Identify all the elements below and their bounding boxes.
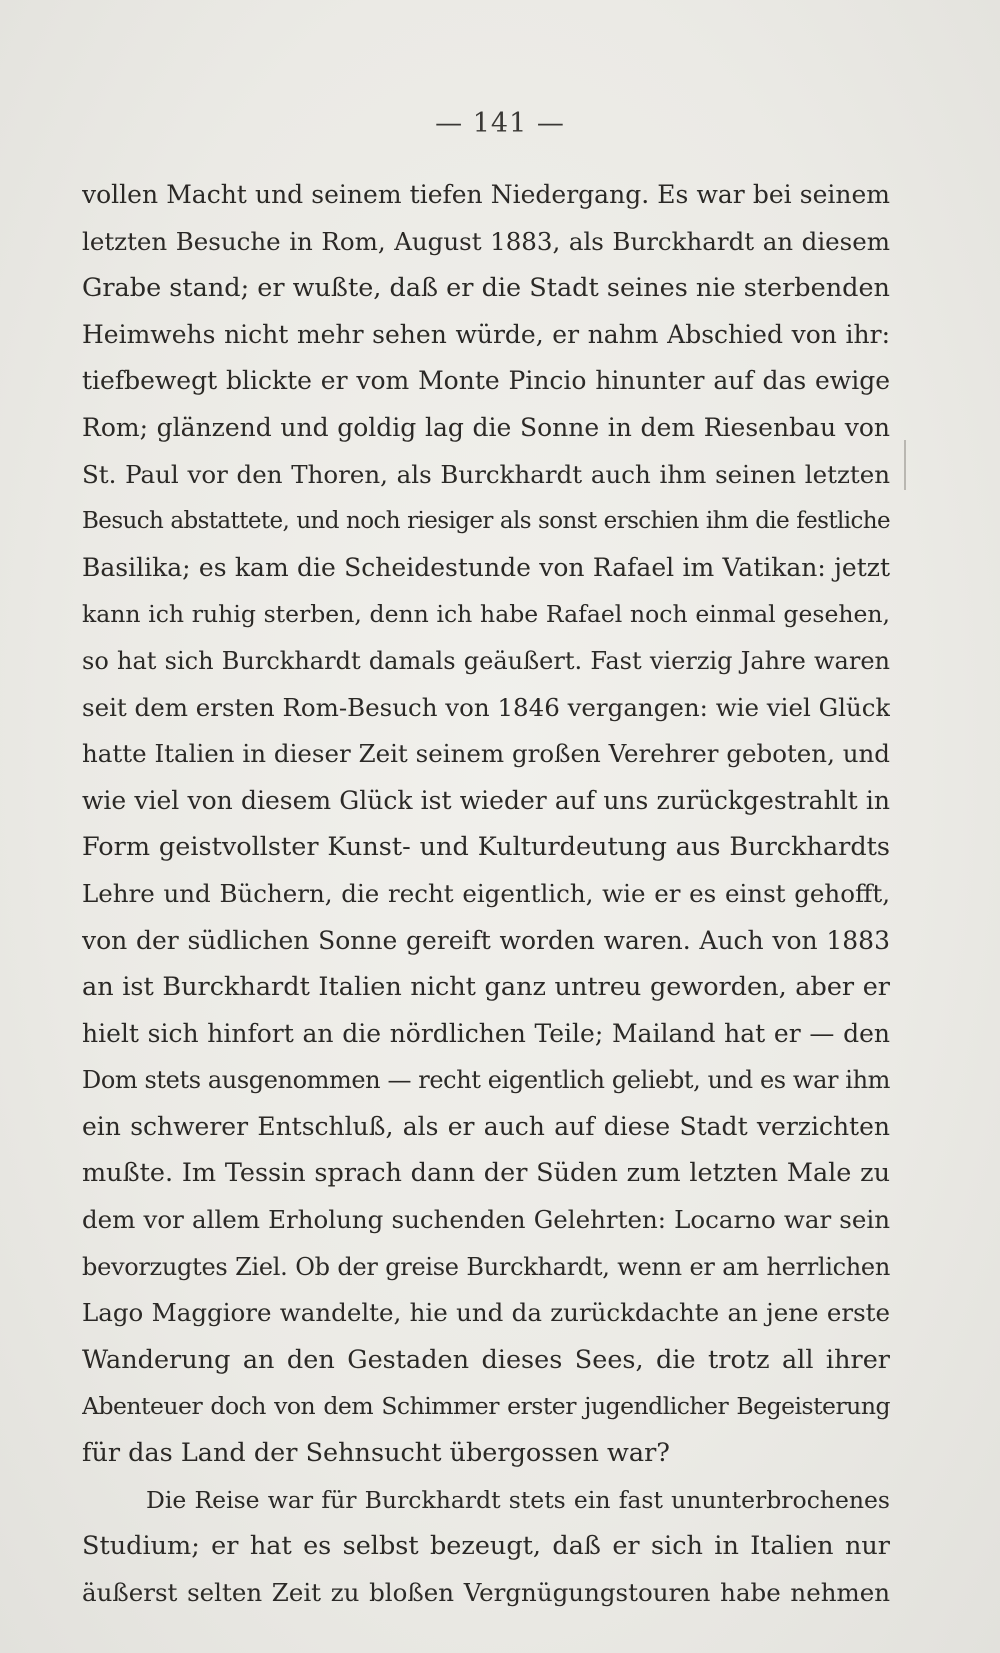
body-text <box>82 172 890 1616</box>
text-line: Studium; er hat es selbst bezeugt, daß er sich in Italien nur <box>82 1531 890 1562</box>
text-line: Besuch abstattete, und noch riesiger als sonst erschien ihm die festliche <box>82 508 890 535</box>
text-line: kann ich ruhig sterben, denn ich habe Rafael noch einmal gesehen, <box>82 600 890 629</box>
text-line: Die Reise war für Burckhardt stets ein fast ununterbrochenes <box>146 1485 890 1514</box>
text-line: hielt sich hinfort an die nördlichen Teile; Mailand hat er — den <box>82 1018 890 1048</box>
text-line: ein schwerer Entschluß, als er auch auf diese Stadt verzichten <box>82 1111 890 1141</box>
text-line: vollen Macht und seinem tiefen Niedergang. Es war bei seinem <box>82 180 890 209</box>
text-line: hatte Italien in dieser Zeit seinem großen Verehrer geboten, und <box>82 739 890 769</box>
text-line: tiefbewegt blickte er vom Monte Pincio hinunter auf das ewige <box>82 366 890 396</box>
text-line: Grabe stand; er wußte, daß er die Stadt seines nie sterbenden <box>82 273 890 304</box>
text-line: Heimwehs nicht mehr sehen würde, er nahm Abschied von ihr: <box>82 319 890 349</box>
text-line: Form geistvollster Kunst- und Kulturdeutung aus Burckhardts <box>82 832 890 863</box>
text-line: für das Land der Sehnsucht übergossen war? <box>82 1438 670 1469</box>
text-line: äußerst selten Zeit zu bloßen Vergnügungstouren habe nehmen <box>82 1577 890 1607</box>
text-line: dem vor allem Erholung suchenden Gelehrten: Locarno war sein <box>82 1205 890 1235</box>
text-line: wie viel von diesem Glück ist wieder auf uns zurückgestrahlt in <box>82 785 890 815</box>
text-line: mußte. Im Tessin sprach dann der Süden zum letzten Male zu <box>82 1158 890 1189</box>
text-line: Wanderung an den Gestaden dieses Sees, die trotz all ihrer <box>82 1344 890 1375</box>
text-line: letzten Besuche in Rom, August 1883, als Burckhardt an diesem <box>82 226 890 256</box>
text-line: seit dem ersten Rom-Besuch von 1846 vergangen: wie viel Glück <box>82 692 890 722</box>
text-line: Abenteuer doch von dem Schimmer erster jugendlicher Begeisterung <box>82 1392 890 1421</box>
text-line: Lehre und Büchern, die recht eigentlich, wie er es einst gehofft, <box>82 878 890 908</box>
text-line: an ist Burckhardt Italien nicht ganz untreu geworden, aber er <box>82 972 890 1003</box>
text-line: Dom stets ausgenommen — recht eigentlich geliebt, und es war ihm <box>82 1066 890 1095</box>
text-line: bevorzugtes Ziel. Ob der greise Burckhardt, wenn er am herrlichen <box>82 1252 890 1281</box>
text-line: Basilika; es kam die Scheidestunde von Rafael im Vatikan: jetzt <box>82 552 890 582</box>
text-line: Rom; glänzend und goldig lag die Sonne in dem Riesenbau von <box>82 412 890 442</box>
margin-mark <box>904 440 906 490</box>
text-line: Lago Maggiore wandelte, hie und da zurückdachte an jene erste <box>82 1298 890 1328</box>
text-line: St. Paul vor den Thoren, als Burckhardt auch ihm seinen letzten <box>82 459 890 489</box>
text-line: von der südlichen Sonne gereift worden waren. Auch von 1883 <box>82 925 890 955</box>
text-line: so hat sich Burckhardt damals geäußert. Fast vierzig Jahre waren <box>82 646 890 675</box>
page-number: — 141 — <box>435 108 565 139</box>
